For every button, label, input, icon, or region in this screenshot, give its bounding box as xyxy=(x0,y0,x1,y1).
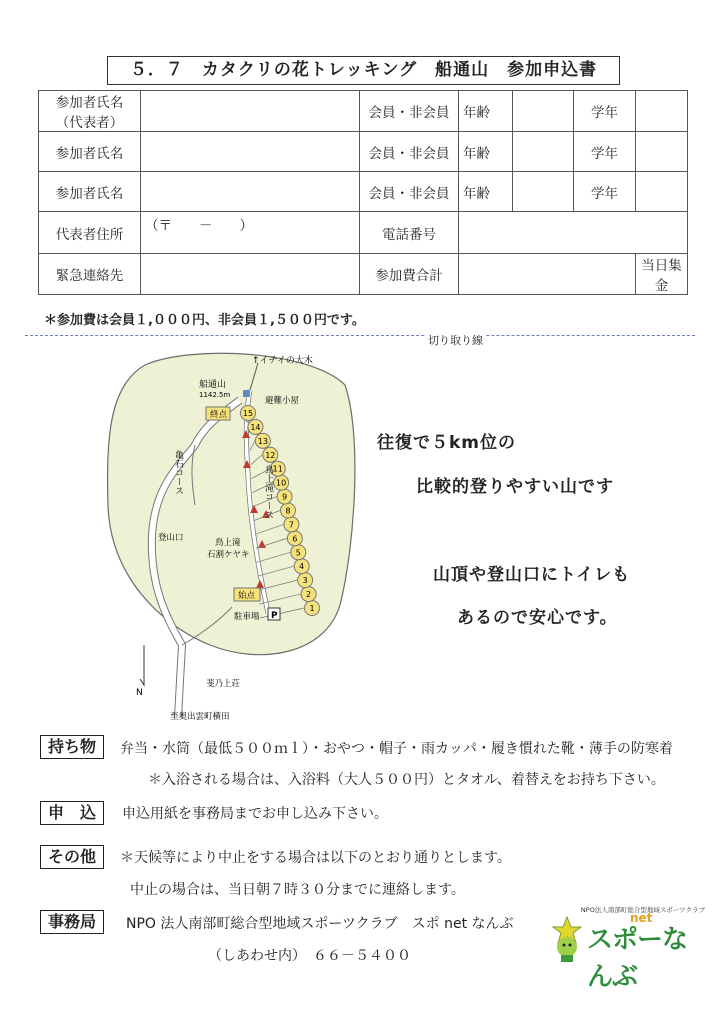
name-field-1[interactable] xyxy=(141,91,360,132)
trail-marker-number: 10 xyxy=(276,478,287,488)
slogan-line4: あるので安心です。 xyxy=(457,608,618,628)
trail-marker-number: 13 xyxy=(257,436,268,446)
emergency-label: 緊急連絡先 xyxy=(39,254,141,295)
office-text: NPO 法人南部町総合型地域スポーツクラブ スポ net なんぶ xyxy=(126,916,514,932)
member-status-label: 会員・非会員 xyxy=(360,172,459,212)
other-text-1: ＊天候等により中止をする場合は以下のとおり通りとします。 xyxy=(120,850,511,866)
phone-field[interactable] xyxy=(459,212,688,254)
grade-field-3[interactable] xyxy=(636,172,688,212)
cut-line-label: 切り取り線 xyxy=(425,332,486,348)
age-label: 年齢 xyxy=(459,91,513,132)
trail-marker-number: 8 xyxy=(285,506,291,516)
address-field[interactable] xyxy=(141,212,360,254)
logo-net-text: net xyxy=(630,911,653,925)
trail-marker-number: 1 xyxy=(309,604,315,613)
north-label: N xyxy=(136,688,143,698)
grade-field-1[interactable] xyxy=(636,91,688,132)
trail-marker-number: 12 xyxy=(265,450,276,460)
apply-text: 申込用紙を事務局までお申し込み下さい。 xyxy=(122,806,388,822)
items-note: ＊入浴される場合は、入浴料（大人５００円）とタオル、着替えをお持ち下さい。 xyxy=(148,772,665,788)
logo-top-text: NPO法人南部町総合型地域スポーツクラブ xyxy=(580,906,705,914)
items-text: 弁当・水筒（最低５００ｍｌ）・おやつ・帽子・雨カッパ・履き慣れた靴・薄手の防寒着 xyxy=(120,741,673,757)
name-field-2[interactable] xyxy=(141,132,360,172)
name-field-3[interactable] xyxy=(141,172,360,212)
participant-name-label: 参加者氏名 xyxy=(39,132,141,172)
slogan-line3: 山頂や登山口にトイレも xyxy=(433,565,631,585)
trail-marker-number: 9 xyxy=(282,492,288,502)
peak-label: 船通山 xyxy=(199,380,227,390)
torikami-taki-label: 鳥上滝 xyxy=(215,538,241,548)
age-field-2[interactable] xyxy=(513,132,574,172)
address-label: 代表者住所 xyxy=(39,212,141,254)
kameishi-course-label xyxy=(173,449,184,495)
trail-marker-number: 6 xyxy=(292,534,298,544)
kameishi-course-text: 亀石コース xyxy=(173,450,183,495)
spo-net-nanbu-logo xyxy=(545,905,705,992)
keyaki-label: 石割ケヤキ xyxy=(207,550,250,560)
to-oku-label: 至奥出雲町横田 xyxy=(170,712,230,722)
representative-text: （代表者） xyxy=(55,115,124,131)
pay-day-label: 当日集金 xyxy=(636,254,688,295)
emergency-field[interactable] xyxy=(141,254,360,295)
torikami-course-label xyxy=(263,464,274,519)
torikami-course-text: 鳥上滝コース xyxy=(263,465,273,519)
trail-marker-number: 7 xyxy=(288,520,294,530)
member-status-label: 会員・非会員 xyxy=(360,91,459,132)
trail-marker-number: 14 xyxy=(250,422,261,432)
slogan-line2: 比較的登りやすい山です xyxy=(416,477,614,497)
parking-p: P xyxy=(271,611,278,621)
participant-name-text: 参加者氏名 xyxy=(55,95,124,111)
table-row xyxy=(39,132,688,172)
hut-label: 避難小屋 xyxy=(265,396,300,406)
start-label: 始点 xyxy=(238,591,256,601)
grade-label: 学年 xyxy=(574,172,636,212)
other-label: その他 xyxy=(40,845,104,869)
logo-main-text: スポーなんぶ xyxy=(587,925,688,992)
fee-total-field[interactable] xyxy=(459,254,636,295)
trail-map xyxy=(100,345,360,725)
grade-field-2[interactable] xyxy=(636,132,688,172)
ichii-label: ↑イチイの大木 xyxy=(252,356,313,366)
north-arrow-icon xyxy=(140,645,144,685)
trail-marker-number: 15 xyxy=(242,409,254,418)
trailhead-label: 登山口 xyxy=(158,533,184,543)
phone-label: 電話番号 xyxy=(360,212,459,254)
age-label: 年齢 xyxy=(459,172,513,212)
application-form xyxy=(38,90,688,295)
office-sub-text: （しあわせ内） ６６－５４００ xyxy=(208,948,411,964)
age-field-1[interactable] xyxy=(513,91,574,132)
table-row xyxy=(39,172,688,212)
items-label: 持ち物 xyxy=(40,735,104,759)
participant-name-label xyxy=(39,91,141,132)
trail-marker-number: 2 xyxy=(306,590,312,600)
trail-marker-number: 11 xyxy=(272,464,283,474)
other-text-2: 中止の場合は、当日朝７時３０分までに連絡します。 xyxy=(130,882,465,898)
form-title: ５．７ カタクリの花トレッキング 船通山 参加申込書 xyxy=(107,56,620,85)
hut-icon xyxy=(243,390,250,397)
office-label: 事務局 xyxy=(40,910,104,934)
table-row xyxy=(39,212,688,254)
goal-label: 終点 xyxy=(210,410,228,420)
mascot-icon xyxy=(547,915,587,963)
trail-marker-number: 3 xyxy=(302,576,308,586)
slogan-line1: 往復で５km位の xyxy=(377,433,517,453)
participant-name-label: 参加者氏名 xyxy=(39,172,141,212)
peak-elev-label: 1142.5m xyxy=(199,391,231,399)
fee-note: ＊参加費は会員１,０００円、非会員１,５００円です。 xyxy=(44,313,365,328)
parking-label: 駐車場 xyxy=(234,612,260,622)
age-field-3[interactable] xyxy=(513,172,574,212)
trail-marker-number: 4 xyxy=(299,562,305,572)
table-row xyxy=(39,91,688,132)
member-status-label: 会員・非会員 xyxy=(360,132,459,172)
grade-label: 学年 xyxy=(574,91,636,132)
table-row xyxy=(39,254,688,295)
grade-label: 学年 xyxy=(574,132,636,172)
fee-total-label: 参加費合計 xyxy=(360,254,459,295)
postal-code-field: （〒 － ） xyxy=(145,218,253,234)
apply-label: 申 込 xyxy=(40,801,104,825)
cut-line xyxy=(25,335,695,336)
trail-marker-number: 5 xyxy=(295,548,301,558)
age-label: 年齢 xyxy=(459,132,513,172)
hinokami-label: 斐乃上荘 xyxy=(206,679,241,689)
